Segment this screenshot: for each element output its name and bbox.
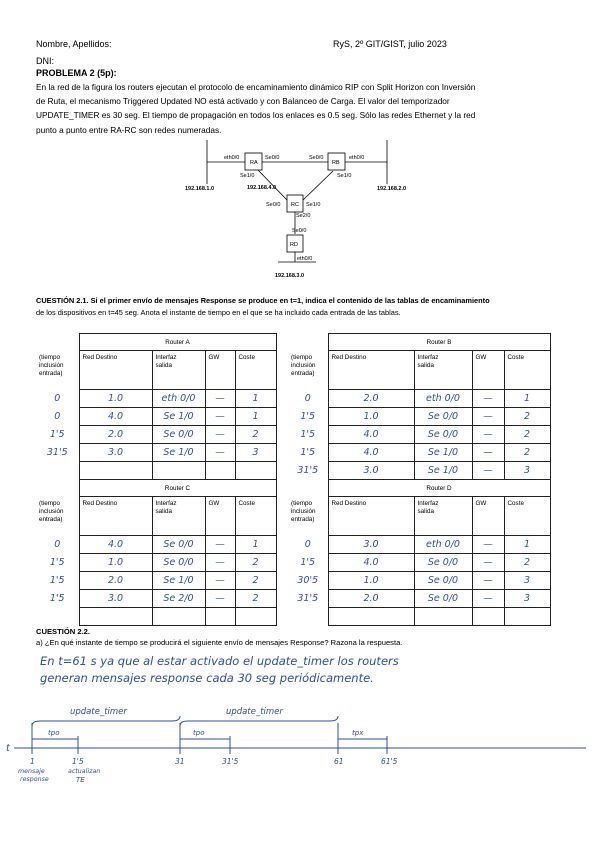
iface-label: Se1/0 [306, 202, 321, 208]
tp-label: tpx [352, 729, 364, 737]
gw-header: GW [472, 351, 504, 390]
router-ra-label: RA [250, 160, 258, 166]
note-label: TE [76, 776, 85, 784]
tp-label: tpo [193, 729, 205, 737]
q21-text [36, 295, 490, 319]
table-row: 1'5 1.0 Se 0/0 — 2 [36, 554, 276, 572]
q22-answer-line: generan mensajes response cada 30 seg periódicamente. [40, 671, 374, 685]
table-row: 31'5 2.0 Se 0/0 — 3 [288, 590, 550, 608]
timer-label: update_timer [226, 707, 283, 717]
table-title: Router A [79, 334, 276, 351]
router-rd-label: RD [290, 242, 298, 248]
table-title: Router B [328, 334, 550, 351]
q22-question: a) ¿En qué instante de tiempo se producirá el siguiente envío de mensajes Response? Razona la respuesta. [36, 638, 403, 647]
course-label: RyS, 2º GIT/GIST, julio 2023 [333, 39, 447, 49]
iface-label: Se0/0 [265, 155, 280, 161]
iface-header: Interfaz salida [414, 351, 472, 390]
q21-line: CUESTIÓN 2.1. Si el primer envío de mensajes Response se produce en t=1, indica el contenido de las tablas de encaminamiento [36, 296, 490, 305]
axis-label: t [6, 743, 10, 754]
dest-header: Red Destino [79, 497, 152, 536]
table-row: 1'5 3.0 Se 2/0 — 2 [36, 590, 276, 608]
iface-label: Se0/0 [266, 202, 281, 208]
iface-label: Se0/0 [309, 155, 324, 161]
timer-label: update_timer [70, 707, 127, 717]
table-row: 1'5 4.0 Se 0/0 — 2 [288, 554, 550, 572]
table-row: 0 4.0 Se 1/0 — 1 [36, 408, 276, 426]
problem-line: de Ruta, el mecanismo Triggered Updated NO está activado y con Balanceo de Carga. El valor del temporizador [36, 96, 450, 107]
tp-label: tpo [48, 729, 60, 737]
table-row: 1'5 1.0 Se 0/0 — 2 [288, 408, 550, 426]
time-header: (tiempo inclusión entrada) [291, 353, 316, 377]
dni-label: DNI: [36, 56, 54, 66]
q21-line: de los dispositivos en t=45 seg. Anota el instante de tiempo en el que se ha incluido cada entrada de las tablas. [36, 308, 401, 317]
time-header: (tiempo inclusión entrada) [39, 353, 64, 377]
table-row: 0 4.0 Se 0/0 — 1 [36, 536, 276, 554]
router-rb-label: RB [332, 160, 340, 166]
iface-label: eth0/0 [224, 155, 240, 161]
table-row: 1'5 4.0 Se 1/0 — 2 [288, 444, 550, 462]
routing-table-a [36, 333, 277, 480]
update-timer-brace-2 [180, 716, 338, 726]
tick-label: 31 [175, 757, 185, 766]
iface-label: Se0/0 [292, 228, 307, 234]
table-title: Router C [79, 480, 276, 497]
net-label: 192.168.1.0 [185, 186, 215, 192]
table-row: 1'5 2.0 Se 1/0 — 2 [36, 572, 276, 590]
timeline-diagram [0, 690, 600, 800]
dest-header: Red Destino [328, 497, 414, 536]
tick-label: 61'5 [381, 757, 398, 766]
time-header: (tiempo inclusión entrada) [291, 499, 316, 523]
routing-table-d [288, 479, 551, 626]
cost-header: Coste [504, 351, 550, 390]
tpo-span-2 [180, 736, 230, 742]
iface-label: Se1/0 [240, 173, 255, 179]
table-row: 30'5 1.0 Se 0/0 — 3 [288, 572, 550, 590]
time-header: (tiempo inclusión entrada) [39, 499, 64, 523]
gw-header: GW [472, 497, 504, 536]
iface-label: Se2/0 [296, 213, 311, 219]
dest-header: Red Destino [79, 351, 152, 390]
iface-header: Interfaz salida [414, 497, 472, 536]
name-label: Nombre, Apellidos: [36, 39, 112, 49]
router-rc-label: RC [291, 202, 299, 208]
note-label: mensaje [18, 768, 45, 775]
table-row: 31'5 3.0 Se 1/0 — 3 [288, 462, 550, 480]
table-row: 0 1.0 eth 0/0 — 1 [36, 390, 276, 408]
routing-table-b [288, 333, 551, 480]
gw-header: GW [205, 351, 235, 390]
problem-line: punto a punto entre RA-RC son redes numeradas. [36, 124, 222, 135]
routing-table-c [36, 479, 277, 626]
problem-line: En la red de la figura los routers ejecutan el protocolo de encaminamiento dinámico RIP con Split Horizon con Inversión [36, 82, 476, 92]
table-row: 0 3.0 eth 0/0 — 1 [288, 536, 550, 554]
net-label: 192.168.3.0 [275, 273, 305, 279]
problem-title: PROBLEMA 2 (5p): [36, 68, 117, 78]
problem-line: UPDATE_TIMER es 30 seg. El tiempo de propagación en todos los enlaces es 0.5 seg. Sólo las redes Ethernet y la red [36, 110, 476, 121]
tick-label: 1'5 [72, 757, 84, 766]
iface-label: Se1/0 [337, 173, 352, 179]
gw-header: GW [205, 497, 235, 536]
table-row: 1'5 2.0 Se 0/0 — 2 [36, 426, 276, 444]
update-timer-brace-1 [32, 716, 180, 726]
iface-label: eth0/0 [349, 155, 365, 161]
network-diagram [0, 0, 600, 300]
net-label: 192.168.2.0 [377, 186, 407, 192]
iface-header: Interfaz salida [152, 497, 205, 536]
q22-title: CUESTIÓN 2.2. [36, 627, 91, 636]
table-title: Router D [328, 480, 550, 497]
table-row [36, 608, 276, 626]
dest-header: Red Destino [328, 351, 414, 390]
tick-label: 1 [30, 757, 35, 766]
note-label: response [20, 776, 49, 783]
note-label: actualizan [68, 768, 101, 775]
tick-label: 61 [334, 757, 344, 766]
table-row: 1'5 4.0 Se 0/0 — 2 [288, 426, 550, 444]
cost-header: Coste [504, 497, 550, 536]
q22-answer-line: En t=61 s ya que al estar activado el update_timer los routers [40, 654, 399, 668]
cost-header: Coste [235, 497, 276, 536]
table-row: 0 2.0 eth 0/0 — 1 [288, 390, 550, 408]
net-label: 192.168.4.0 [247, 185, 277, 191]
tick-label: 31'5 [222, 757, 239, 766]
iface-header: Interfaz salida [152, 351, 205, 390]
cost-header: Coste [235, 351, 276, 390]
table-row: 31'5 3.0 Se 1/0 — 3 [36, 444, 276, 462]
table-row [36, 462, 276, 480]
table-row [288, 608, 550, 626]
iface-label: eth0/0 [297, 256, 313, 262]
